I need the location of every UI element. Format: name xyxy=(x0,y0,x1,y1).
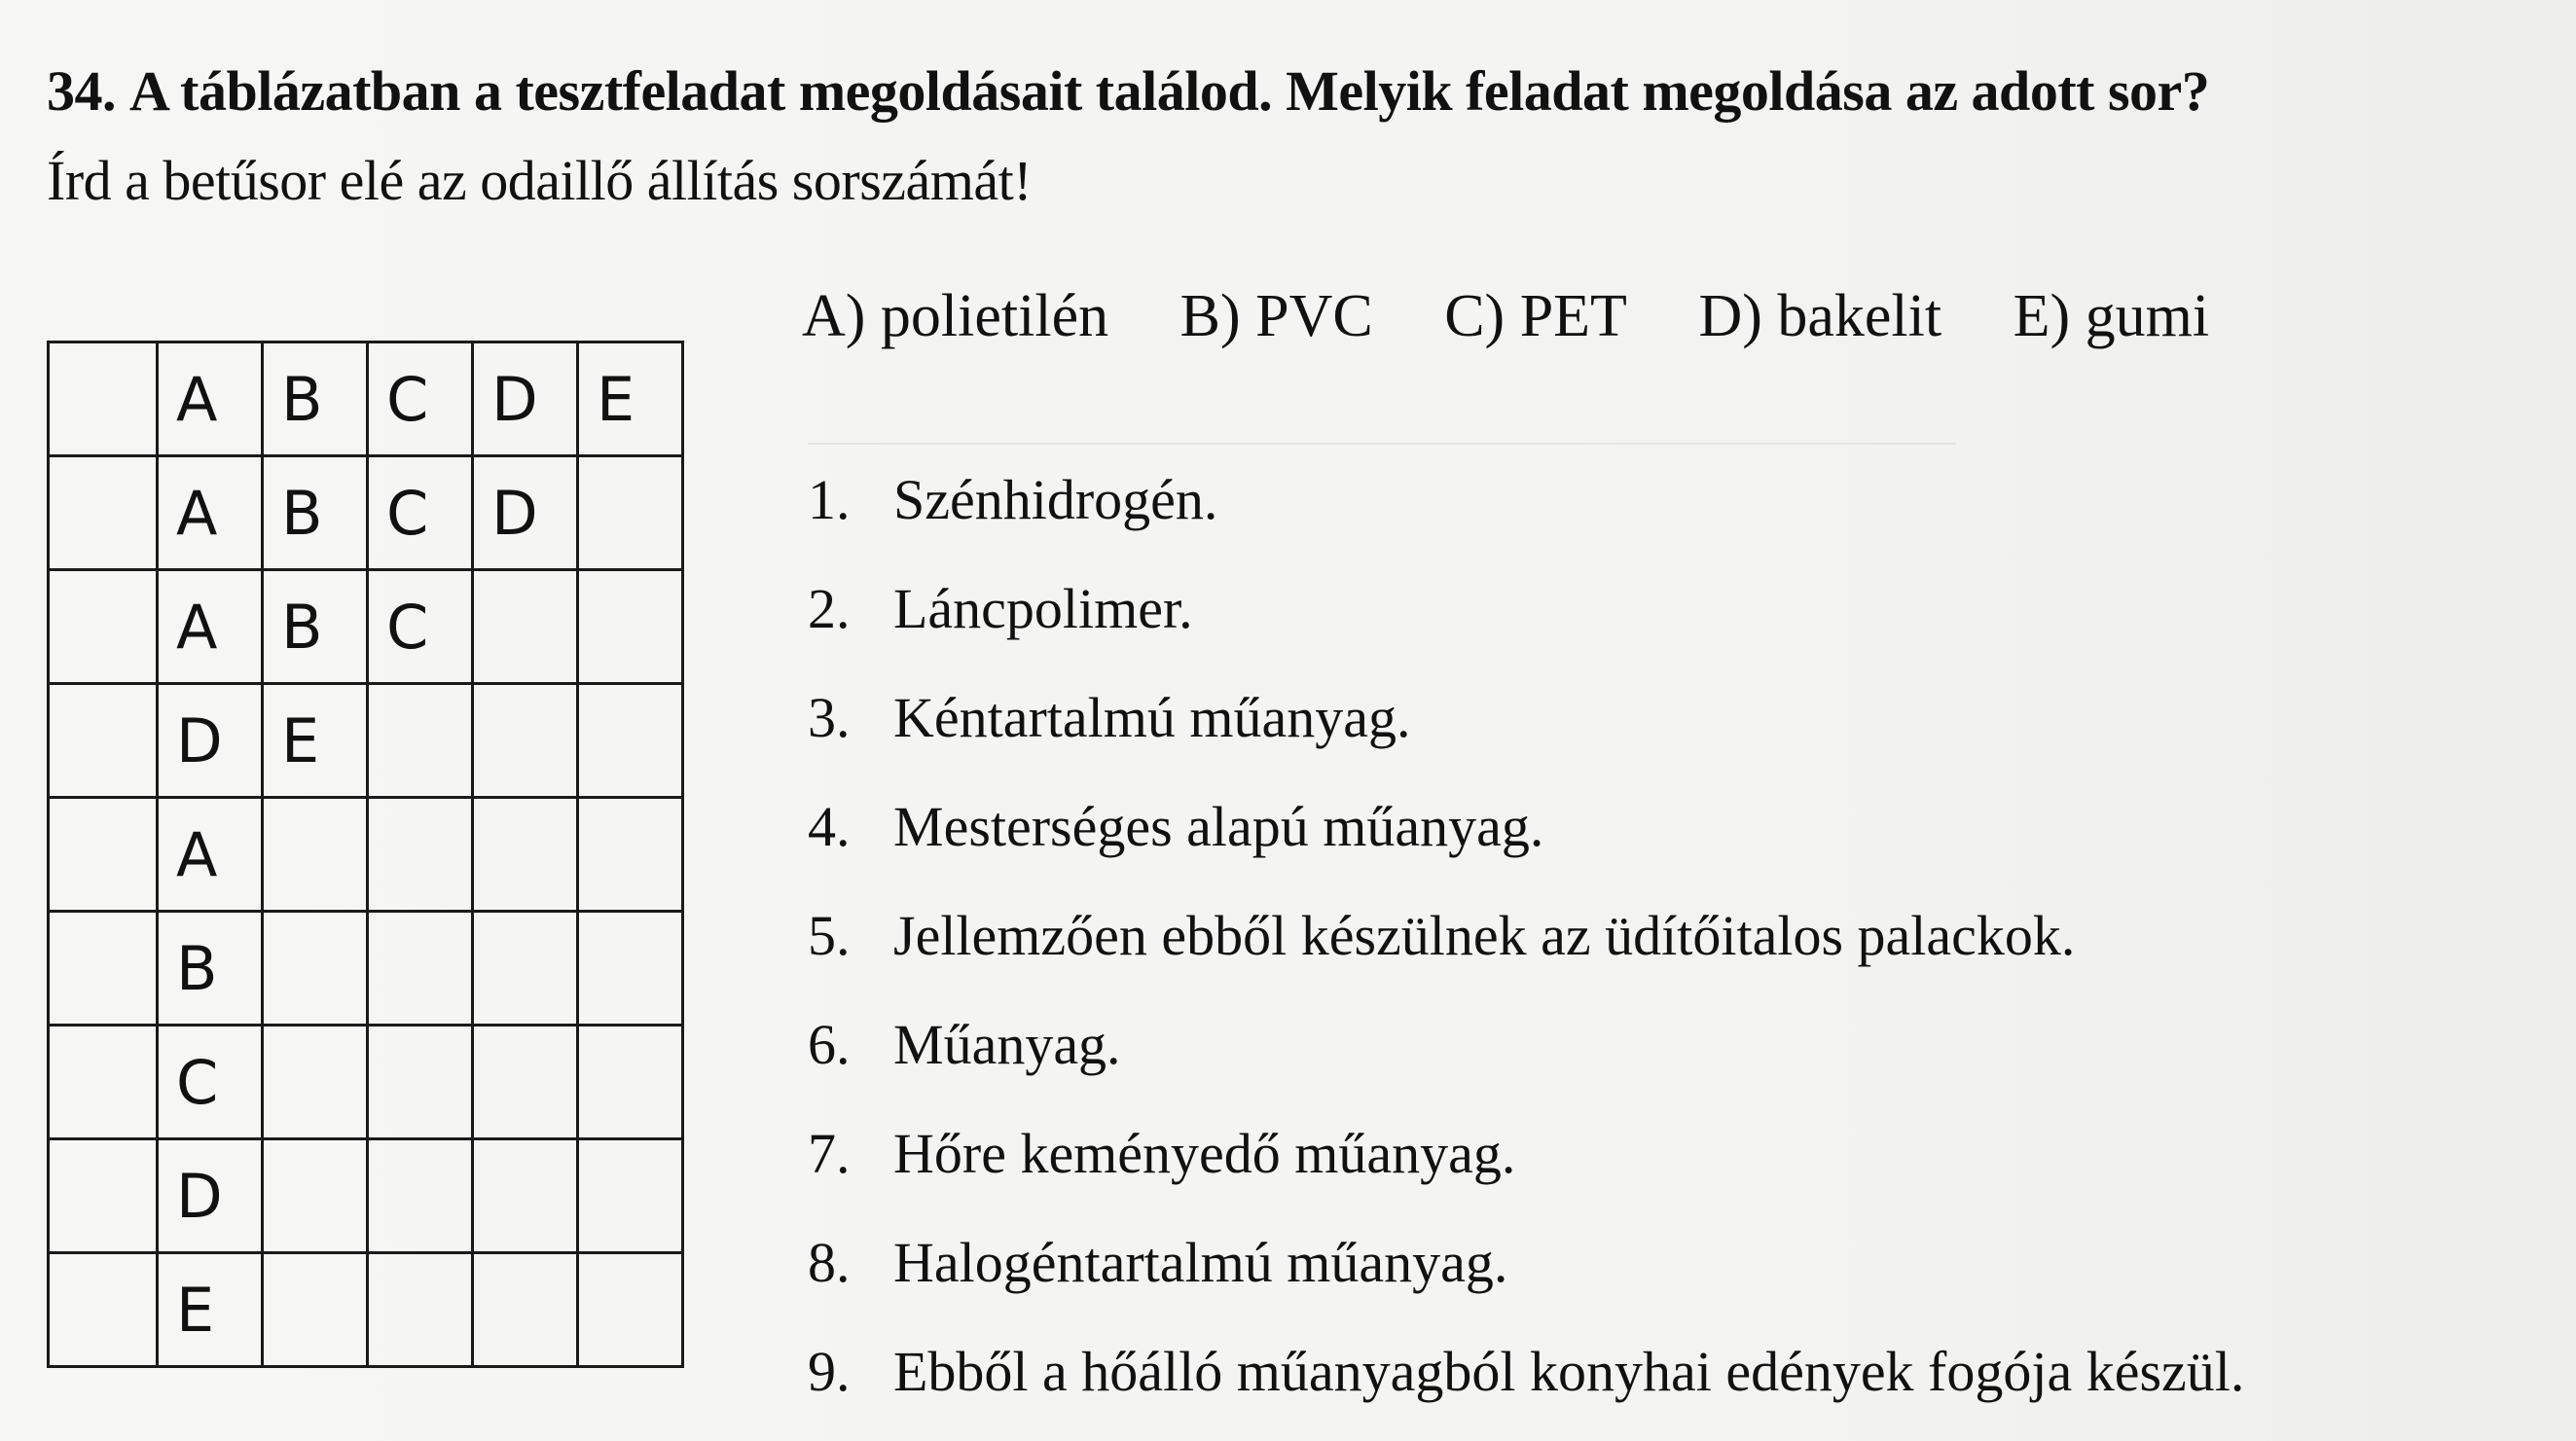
letter-cell xyxy=(263,912,368,1026)
letter-cell xyxy=(473,684,578,798)
statement-text: Ebből a hőálló műanyagból konyhai edények fogója készül. xyxy=(893,1340,2245,1403)
letter-cell: A xyxy=(158,342,263,456)
table-row xyxy=(49,684,683,798)
question-text xyxy=(47,47,2480,226)
statement-text: Kéntartalmú műanyag. xyxy=(893,686,1411,749)
letter-cell: D xyxy=(158,1139,263,1253)
answer-table xyxy=(47,341,684,1368)
material-c: C) PET xyxy=(1444,283,1627,349)
question-number: 34. xyxy=(47,59,116,123)
letter-cell: C xyxy=(368,342,473,456)
answer-cell[interactable] xyxy=(49,1253,158,1367)
letter-cell xyxy=(368,798,473,912)
material-d: D) bakelit xyxy=(1698,283,1942,349)
letter-cell: A xyxy=(158,798,263,912)
answer-cell[interactable] xyxy=(49,1026,158,1139)
letter-cell: B xyxy=(263,456,368,570)
letter-cell: D xyxy=(473,456,578,570)
letter-cell: B xyxy=(263,570,368,684)
letter-cell xyxy=(473,912,578,1026)
statement-item xyxy=(808,1109,2244,1218)
statement-item xyxy=(808,564,2244,673)
letter-cell: E xyxy=(578,342,683,456)
letter-cell xyxy=(368,1139,473,1253)
statement-text: Mesterséges alapú műanyag. xyxy=(893,795,1544,858)
answer-cell[interactable] xyxy=(49,798,158,912)
letter-cell xyxy=(473,798,578,912)
letter-cell xyxy=(368,1253,473,1367)
statement-number: 5. xyxy=(808,904,851,967)
statement-number: 9. xyxy=(808,1340,851,1403)
table-row xyxy=(49,798,683,912)
statement-text: Hőre keményedő műanyag. xyxy=(893,1122,1516,1185)
letter-cell xyxy=(473,1139,578,1253)
statement-item xyxy=(808,673,2244,782)
letter-cell xyxy=(263,1026,368,1139)
statement-number: 7. xyxy=(808,1122,851,1185)
letter-cell xyxy=(578,456,683,570)
letter-cell: B xyxy=(263,342,368,456)
statement-text: Műanyag. xyxy=(893,1013,1121,1076)
statement-number: 2. xyxy=(808,577,851,640)
statement-number: 1. xyxy=(808,468,851,531)
question-line-1 xyxy=(47,47,2480,136)
letter-cell xyxy=(368,1026,473,1139)
letter-cell: D xyxy=(473,342,578,456)
letter-cell: C xyxy=(158,1026,263,1139)
table-row xyxy=(49,1253,683,1367)
letter-cell: B xyxy=(158,912,263,1026)
question-instruction: Írd a betűsor elé az odaillő állítás sorszámát! xyxy=(47,149,1033,212)
letter-cell xyxy=(578,1026,683,1139)
table-row xyxy=(49,1026,683,1139)
letter-cell: E xyxy=(263,684,368,798)
letter-cell xyxy=(473,1253,578,1367)
statement-item xyxy=(808,782,2244,891)
statement-number: 8. xyxy=(808,1231,851,1294)
letter-cell: C xyxy=(368,570,473,684)
table-row xyxy=(49,456,683,570)
material-e: E) gumi xyxy=(2013,283,2210,349)
statements-list xyxy=(808,455,2244,1436)
statement-number: 3. xyxy=(808,686,851,749)
letter-cell xyxy=(578,684,683,798)
letter-cell: E xyxy=(158,1253,263,1367)
materials-list xyxy=(802,282,2266,351)
statement-text: Láncpolimer. xyxy=(893,577,1193,640)
answer-cell[interactable] xyxy=(49,342,158,456)
answer-cell[interactable] xyxy=(49,912,158,1026)
answer-cell[interactable] xyxy=(49,684,158,798)
letter-cell xyxy=(578,1253,683,1367)
letter-cell xyxy=(578,912,683,1026)
answer-cell[interactable] xyxy=(49,570,158,684)
letter-cell: A xyxy=(158,456,263,570)
statement-item xyxy=(808,891,2244,1000)
letter-cell xyxy=(473,570,578,684)
statement-text: Jellemzően ebből készülnek az üdítőitalos palackok. xyxy=(893,904,2076,967)
material-b: B) PVC xyxy=(1179,283,1373,349)
letter-cell xyxy=(578,798,683,912)
statement-number: 4. xyxy=(808,795,851,858)
statement-item xyxy=(808,1327,2244,1436)
letter-cell xyxy=(578,1139,683,1253)
letter-cell xyxy=(263,1139,368,1253)
letter-cell xyxy=(368,684,473,798)
statement-number: 6. xyxy=(808,1013,851,1076)
letter-cell xyxy=(368,912,473,1026)
letter-cell xyxy=(263,798,368,912)
statement-item xyxy=(808,1218,2244,1327)
statement-item xyxy=(808,1000,2244,1109)
divider xyxy=(808,443,1956,445)
answer-cell[interactable] xyxy=(49,1139,158,1253)
answer-cell[interactable] xyxy=(49,456,158,570)
table-row xyxy=(49,342,683,456)
question-prompt: A táblázatban a tesztfeladat megoldásait találod. Melyik feladat megoldása az adott sor? xyxy=(129,59,2210,123)
material-a: A) polietilén xyxy=(802,283,1109,349)
table-row xyxy=(49,912,683,1026)
letter-cell xyxy=(263,1253,368,1367)
statement-text: Szénhidrogén. xyxy=(893,468,1218,531)
table-row xyxy=(49,1139,683,1253)
table-row xyxy=(49,570,683,684)
letter-cell: A xyxy=(158,570,263,684)
letter-cell xyxy=(578,570,683,684)
letter-cell: C xyxy=(368,456,473,570)
statement-text: Halogéntartalmú műanyag. xyxy=(893,1231,1508,1294)
statement-item xyxy=(808,455,2244,564)
letter-cell: D xyxy=(158,684,263,798)
letter-cell xyxy=(473,1026,578,1139)
